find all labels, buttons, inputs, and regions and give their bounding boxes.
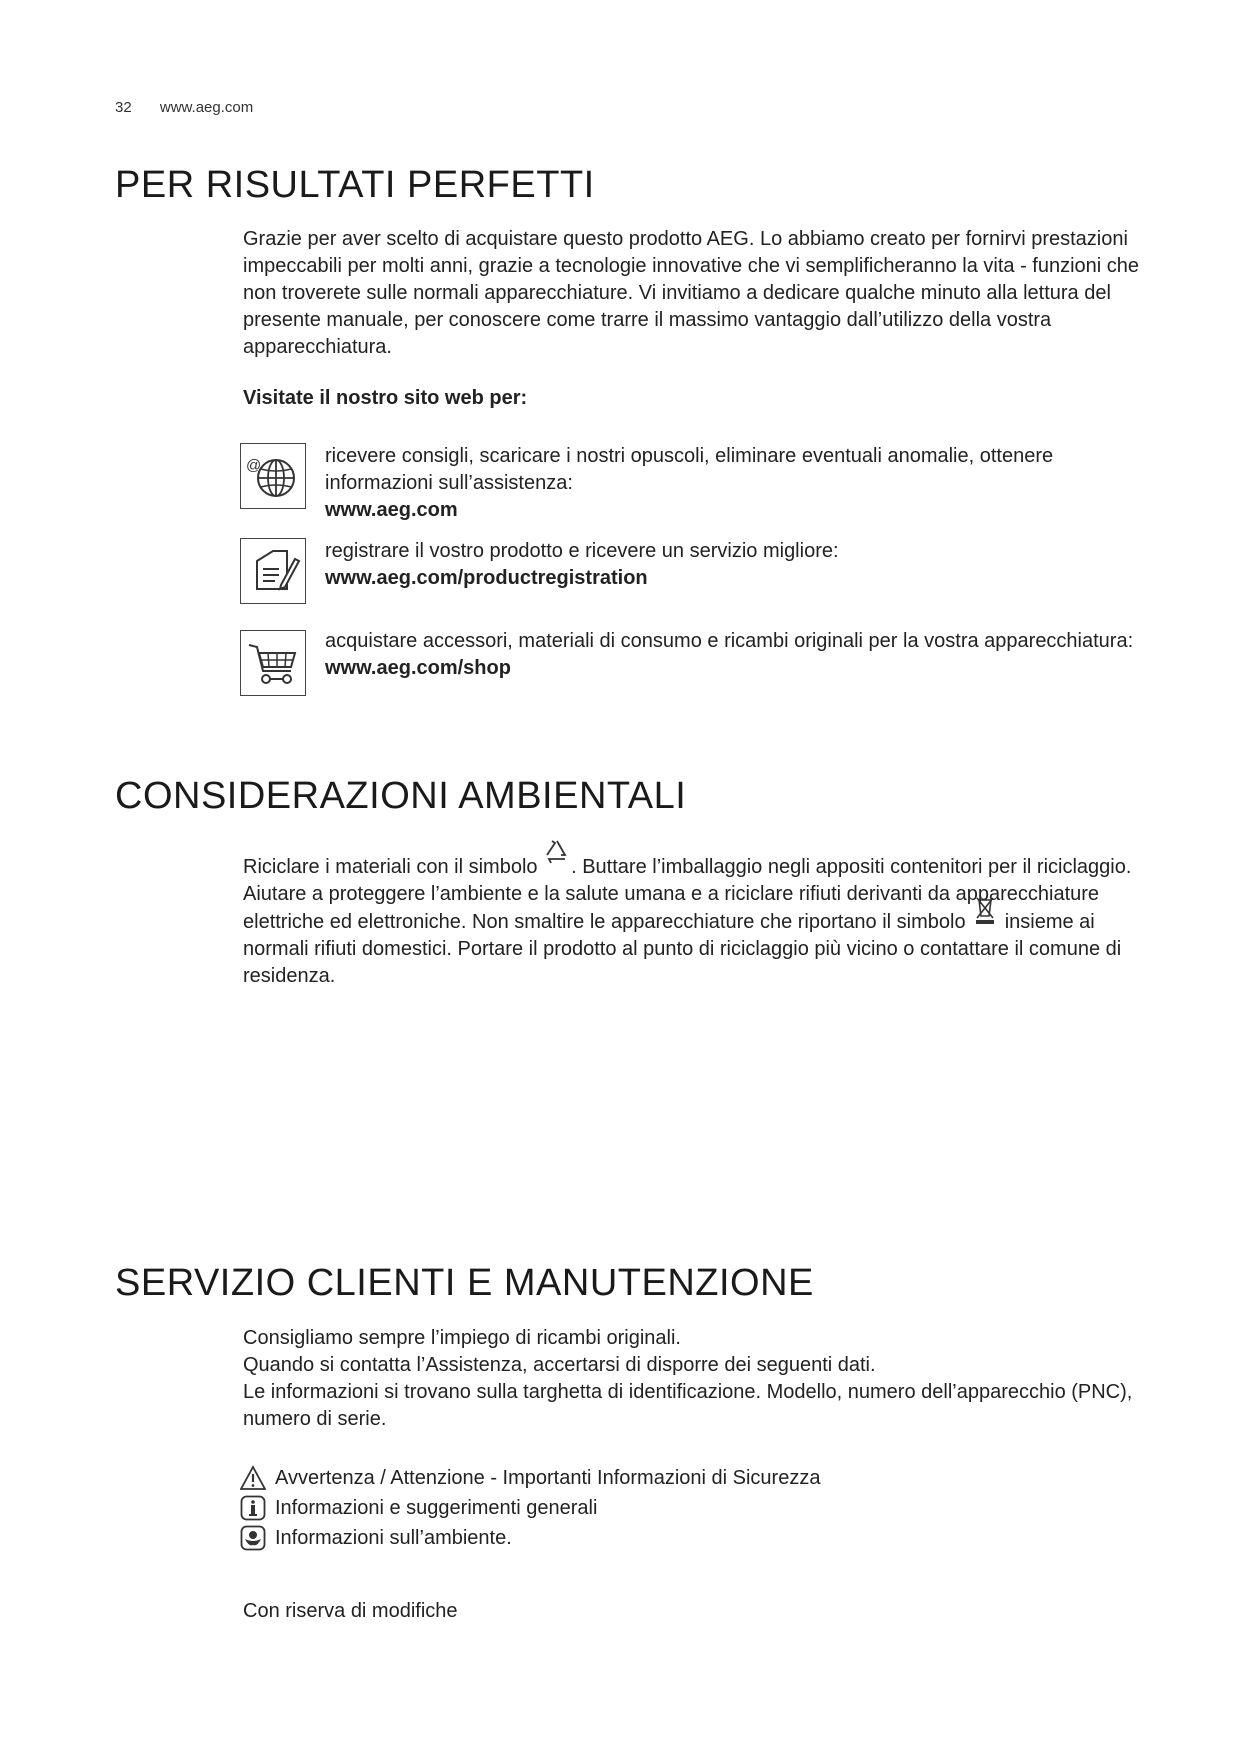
website-item-text: registrare il vostro prodotto e ricevere un servizio migliore: www.aeg.com/productregistration: [325, 538, 1155, 592]
page-header: [115, 99, 253, 116]
crossed-bin-icon: [971, 908, 999, 928]
recycle-icon: [543, 853, 571, 873]
page-number: 32: [115, 99, 132, 116]
registration-note-icon: [240, 538, 306, 604]
website-item-text: acquistare accessori, materiali di consumo e ricambi originali per la vostra apparecchiatura: www.aeg.com/shop: [325, 628, 1155, 682]
warning-triangle-icon: [240, 1465, 266, 1491]
section-title-service: SERVIZIO CLIENTI E MANUTENZIONE: [115, 1262, 814, 1304]
visit-website-title: Visitate il nostro sito web per:: [243, 387, 528, 409]
section-title-results: PER RISULTATI PERFETTI: [115, 164, 595, 206]
footer-note: Con riserva di modifiche: [243, 1600, 458, 1622]
shopping-cart-icon: [240, 630, 306, 696]
environment-flower-icon: [240, 1525, 266, 1551]
globe-at-icon: [240, 443, 306, 509]
info-icon: [240, 1495, 266, 1521]
environment-paragraph: Riciclare i materiali con il simbolo . Buttare l’imballaggio negli appositi contenitori per il riciclaggio. Aiutare a proteggere l’ambiente e la salute umana e a riciclare rifiuti derivanti da apparecchiature elettriche ed elettroniche. Non smaltire le apparecchiature che riportano il simbolo insieme ai normali rifiuti domestici. Portare il prodotto al punto di riciclaggio più vicino o contattare il comune di residenza.: [243, 853, 1153, 990]
link-productregistration[interactable]: www.aeg.com/productregistration: [325, 567, 648, 589]
intro-paragraph: Grazie per aver scelto di acquistare questo prodotto AEG. Lo abbiamo creato per fornirvi prestazioni impeccabili per molti anni, grazie a tecnologie innovative che vi semplificheranno la vita - funzioni che non troverete sulle normali apparecchiature. Vi invitiamo a dedicare qualche minuto alla lettura del presente manuale, per conoscere come trarre il massimo vantaggio dall’utilizzo della vostra apparecchiatura.: [243, 228, 1140, 358]
link-shop[interactable]: www.aeg.com/shop: [325, 657, 511, 679]
link-aeg[interactable]: www.aeg.com: [325, 499, 458, 521]
website-item-text: ricevere consigli, scaricare i nostri opuscoli, eliminare eventuali anomalie, ottenere informazioni sull’assistenza: www.aeg.com: [325, 443, 1155, 524]
section-title-environment: CONSIDERAZIONI AMBIENTALI: [115, 775, 687, 817]
service-paragraph: Consigliamo sempre l’impiego di ricambi originali. Quando si contatta l’Assistenza, accertarsi di disporre dei seguenti dati. Le informazioni si trovano sulla targhetta di identificazione. Modello, numero dell’apparecchio (PNC), numero di serie.: [243, 1327, 1133, 1430]
header-site[interactable]: www.aeg.com: [159, 99, 254, 116]
svg-text:@: @: [246, 457, 262, 474]
